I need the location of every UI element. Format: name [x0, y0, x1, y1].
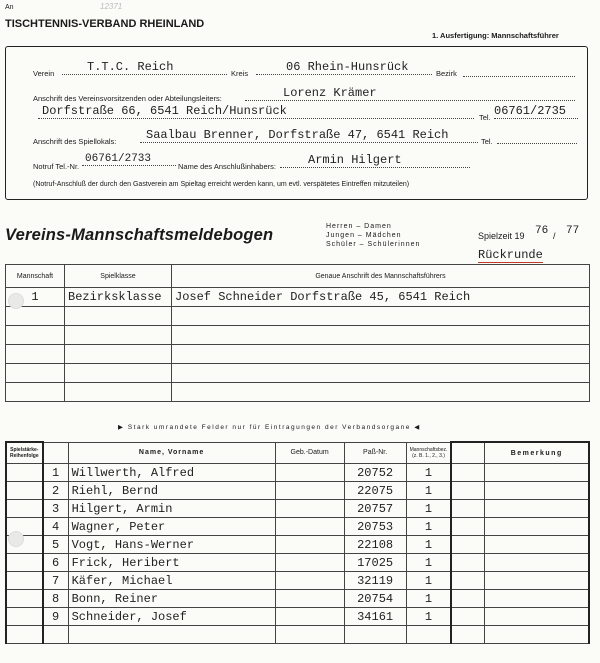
verein-value: T.T.C. Reich [62, 60, 227, 75]
note-col-header: Bemerkung [485, 442, 589, 464]
punch-hole [8, 293, 24, 309]
venue-tel-label: Tel. [481, 137, 493, 146]
team-ref-cell: 1 [406, 464, 451, 482]
category-line-1: Herren – Damen [326, 223, 392, 230]
pass-cell: 34161 [344, 608, 406, 626]
pass-cell: 20753 [344, 518, 406, 536]
team-ref-cell: 1 [406, 554, 451, 572]
owner-name: Armin Hilgert [280, 153, 470, 168]
name-cell: Willwerth, Alfred [68, 464, 275, 482]
rank-cell: 6 [43, 554, 69, 572]
season-from: 76 [535, 225, 549, 237]
table-row [6, 464, 589, 482]
table-row [6, 364, 590, 383]
season-to: 77 [566, 225, 580, 237]
name-cell: Vogt, Hans-Werner [68, 536, 275, 554]
team-ref-cell: 1 [406, 536, 451, 554]
notice-text: Stark umrandete Felder nur für Eintragungen der Verbandsorgane [127, 424, 411, 431]
official-fields-notice [118, 423, 421, 431]
table-row [6, 500, 589, 518]
table-row [6, 288, 590, 307]
table-row [6, 590, 589, 608]
kreis-label: Kreis [231, 69, 249, 78]
season-slash: / [553, 231, 556, 241]
captain-address-cell: Josef Schneider Dorfstraße 45, 6541 Reich [172, 288, 590, 307]
venue-value: Saalbau Brenner, Dorfstraße 47, 6541 Reich [140, 128, 478, 143]
season-label: Spielzeit 19 [478, 231, 525, 241]
category-line-3: Schüler – Schülerinnen [326, 241, 421, 248]
address-col-header: Genaue Anschrift des Mannschaftsführers [172, 265, 590, 288]
form-title: Vereins-Mannschaftsmeldebogen [5, 226, 274, 244]
table-row [6, 307, 590, 326]
official-col-header [451, 442, 485, 464]
category-options [326, 222, 420, 249]
team-ref-cell: 1 [406, 518, 451, 536]
table-row [6, 626, 589, 644]
rank-number-col-header [43, 442, 69, 464]
team-ref-cell: 1 [406, 608, 451, 626]
team-table [5, 264, 590, 402]
name-cell: Riehl, Bernd [68, 482, 275, 500]
league-col-header: Spielklasse [65, 265, 172, 288]
arrow-right-icon: ▶ [118, 424, 125, 431]
pass-col-header: Paß-Nr. [344, 442, 406, 464]
season-round: Rückrunde [478, 248, 543, 262]
category-line-2: Jungen – Mädchen [326, 232, 402, 239]
rank-cell: 1 [43, 464, 69, 482]
team-cell: 1 [6, 288, 65, 307]
copy-label: 1. Ausfertigung: Mannschaftsführer [432, 31, 559, 40]
punch-hole [8, 531, 24, 547]
pass-cell: 20754 [344, 590, 406, 608]
table-row [6, 482, 589, 500]
table-row [6, 518, 589, 536]
team-ref-cell: 1 [406, 482, 451, 500]
chair-label: Anschrift des Vereinsvorsitzenden oder Abteilungsleiters: [33, 94, 222, 103]
venue-tel [497, 128, 577, 144]
player-table [5, 441, 590, 644]
rank-cell: 9 [43, 608, 69, 626]
federation-name: TISCHTENNIS-VERBAND RHEINLAND [5, 18, 205, 30]
team-ref-cell: 1 [406, 572, 451, 590]
rank-cell: 7 [43, 572, 69, 590]
team-col-header: Mannschaft [6, 265, 65, 288]
table-row [6, 536, 589, 554]
handwritten-mark: 12371 [100, 2, 123, 11]
rank-cell: 2 [43, 482, 69, 500]
table-row [6, 554, 589, 572]
emergency-label: Notruf Tel.-Nr. [33, 162, 80, 171]
kreis-value: 06 Rhein-Hunsrück [256, 60, 432, 75]
table-row [6, 345, 590, 364]
chair-name: Lorenz Krämer [245, 86, 575, 101]
rank-col-header: Spielstärke-Reihenfolge [6, 442, 43, 464]
league-cell: Bezirksklasse [65, 288, 172, 307]
chair-tel-label: Tel. [479, 113, 491, 122]
rank-cell: 4 [43, 518, 69, 536]
table-row [6, 383, 590, 402]
name-cell: Käfer, Michael [68, 572, 275, 590]
name-cell: Frick, Heribert [68, 554, 275, 572]
pass-cell: 20752 [344, 464, 406, 482]
arrow-left-icon: ◀ [414, 424, 421, 431]
name-cell: Schneider, Josef [68, 608, 275, 626]
name-col-header: Name, Vorname [68, 442, 275, 464]
bezirk-label: Bezirk [436, 69, 457, 78]
chair-address: Dorfstraße 66, 6541 Reich/Hunsrück [38, 104, 474, 119]
name-cell: Wagner, Peter [68, 518, 275, 536]
chair-tel: 06761/2735 [494, 104, 578, 119]
teamref-col-header: Mannschaftsbez. (z. B. 1., 2., 3.) [406, 442, 451, 464]
pass-cell: 20757 [344, 500, 406, 518]
venue-label: Anschrift des Spiellokals: [33, 137, 117, 146]
bezirk-value [463, 60, 575, 77]
emergency-note: (Notruf-Anschluß der durch den Gastverein am Spieltag erreicht werden kann, um evtl. verspätetes Eintreffen mitzuteilen) [33, 181, 410, 188]
table-row [6, 608, 589, 626]
pass-cell: 22075 [344, 482, 406, 500]
verein-label: Verein [33, 69, 55, 78]
team-ref-cell: 1 [406, 590, 451, 608]
addressee-label: An [5, 4, 14, 11]
rank-cell: 5 [43, 536, 69, 554]
name-cell: Bonn, Reiner [68, 590, 275, 608]
rank-cell: 8 [43, 590, 69, 608]
table-row [6, 572, 589, 590]
owner-label: Name des Anschlußinhabers: [178, 162, 276, 171]
pass-cell: 22108 [344, 536, 406, 554]
team-ref-cell: 1 [406, 500, 451, 518]
name-cell: Hilgert, Armin [68, 500, 275, 518]
pass-cell: 32119 [344, 572, 406, 590]
emergency-number: 06761/2733 [82, 153, 176, 166]
rank-cell: 3 [43, 500, 69, 518]
pass-cell: 17025 [344, 554, 406, 572]
dob-col-header: Geb.-Datum [275, 442, 344, 464]
table-row [6, 326, 590, 345]
